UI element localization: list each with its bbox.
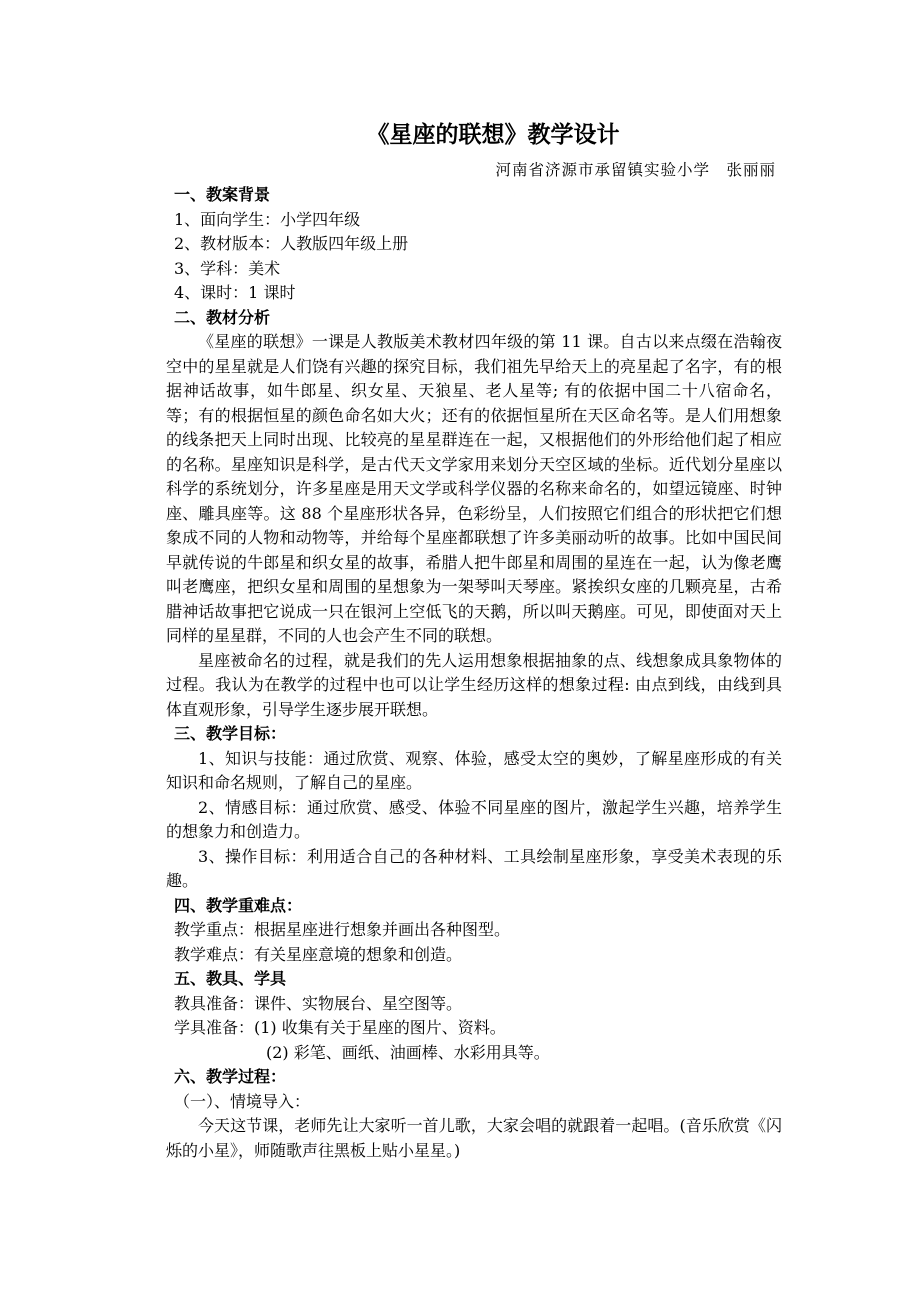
section-heading-key-points: 四、教学重难点： xyxy=(174,895,303,915)
list-item: 2、教材版本：人教版四年级上册 xyxy=(174,234,409,253)
paragraph: 2、情感目标：通过欣赏、感受、体验不同星座的图片，激起学生兴趣，培养学生的想象力和创造力。 xyxy=(166,797,782,841)
section-heading-process: 六、教学过程： xyxy=(174,1067,287,1086)
list-item: (2) 彩笔、画纸、油画棒、水彩用具等。 xyxy=(266,1042,550,1062)
list-item: 4、课时：1 课时 xyxy=(174,283,296,302)
paragraph: 今天这节课，老师先让大家听一首儿歌，大家会唱的就跟着一起唱。(音乐欣赏《闪烁的小星》，师随歌声往黑板上贴小星星。) xyxy=(166,1116,782,1160)
paragraph: 1、知识与技能：通过欣赏、观察、体验，感受太空的奥妙，了解星座形成的有关知识和命名规则，了解自己的星座。 xyxy=(166,748,782,792)
document-title: 《星座的联想》教学设计 xyxy=(366,122,620,148)
list-item: 1、面向学生：小学四年级 xyxy=(174,209,361,229)
paragraph: 星座被命名的过程，就是我们的先人运用想象根据抽象的点、线想象成具象物体的过程。我认为在教学的过程中也可以让学生经历这样的想象过程: 由点到线，由线到具体直观形象，引导学生逐步展开联想。 xyxy=(166,650,782,719)
list-item: 3、学科：美术 xyxy=(174,258,281,278)
section-heading-analysis: 二、教材分析 xyxy=(174,307,271,327)
paragraph: 3、操作目标：利用适合自己的各种材料、工具绘制星座形象，享受美术表现的乐趣。 xyxy=(166,846,782,890)
document-page xyxy=(166,118,782,1163)
section-heading-goals: 三、教学目标： xyxy=(174,724,287,743)
paragraph: 《星座的联想》一课是人教版美术教材四年级的第 11 课。自古以来点缀在浩翰夜空中的星星就是人们饶有兴趣的探究目标，我们祖先早给天上的亮星起了名字，有的根据神话故事，如牛郎星、织女星、天狼星、老人星等; 有的依据中国二十八宿命名，等；有的根据恒星的颜色命名如大火；还有的依据恒星所在天区命名等。是人们用想象的线条把天上同时出现、比较亮的星星群连在一起，又根据他们的外形给他们起了相应的名称。星座知识是科学，是古代天文学家用来划分天空区域的坐标。近代划分星座以科学的系统划分，许多星座是用天文学或科学仪器的名称来命名的，如望远镜座、时钟座、雕具座等。这 88 个星座形状各异，色彩纷呈，人们按照它们组合的形状把它们想象成不同的人物和动物等，并给每个星座都联想了许多美丽动听的故事。比如中国民间早就传说的牛郎星和织女星的故事，希腊人把牛郎星和周围的星连在一起，认为像老鹰叫老鹰座，把织女星和周围的星想象为一架琴叫天琴座。紧挨织女座的几颗亮星，古希腊神话故事把它说成一只在银河上空低飞的天鹅，所以叫天鹅座。可见，即使面对天上同样的星星群，不同的人也会产生不同的联想。 xyxy=(166,332,782,645)
list-item: 教具准备：课件、实物展台、星空图等。 xyxy=(174,993,463,1013)
sub-heading: （一）、情境导入： xyxy=(174,1091,311,1111)
author-line: 河南省济源市承留镇实验小学 张丽丽 xyxy=(495,161,776,179)
list-item: 教学难点：有关星座意境的想象和创造。 xyxy=(174,944,463,964)
list-item: 学具准备：(1) 收集有关于星座的图片、资料。 xyxy=(174,1018,506,1037)
section-heading-background: 一、教案背景 xyxy=(174,185,271,204)
section-heading-tools: 五、教具、学具 xyxy=(174,969,287,988)
list-item: 教学重点：根据星座进行想象并画出各种图型。 xyxy=(174,920,511,939)
